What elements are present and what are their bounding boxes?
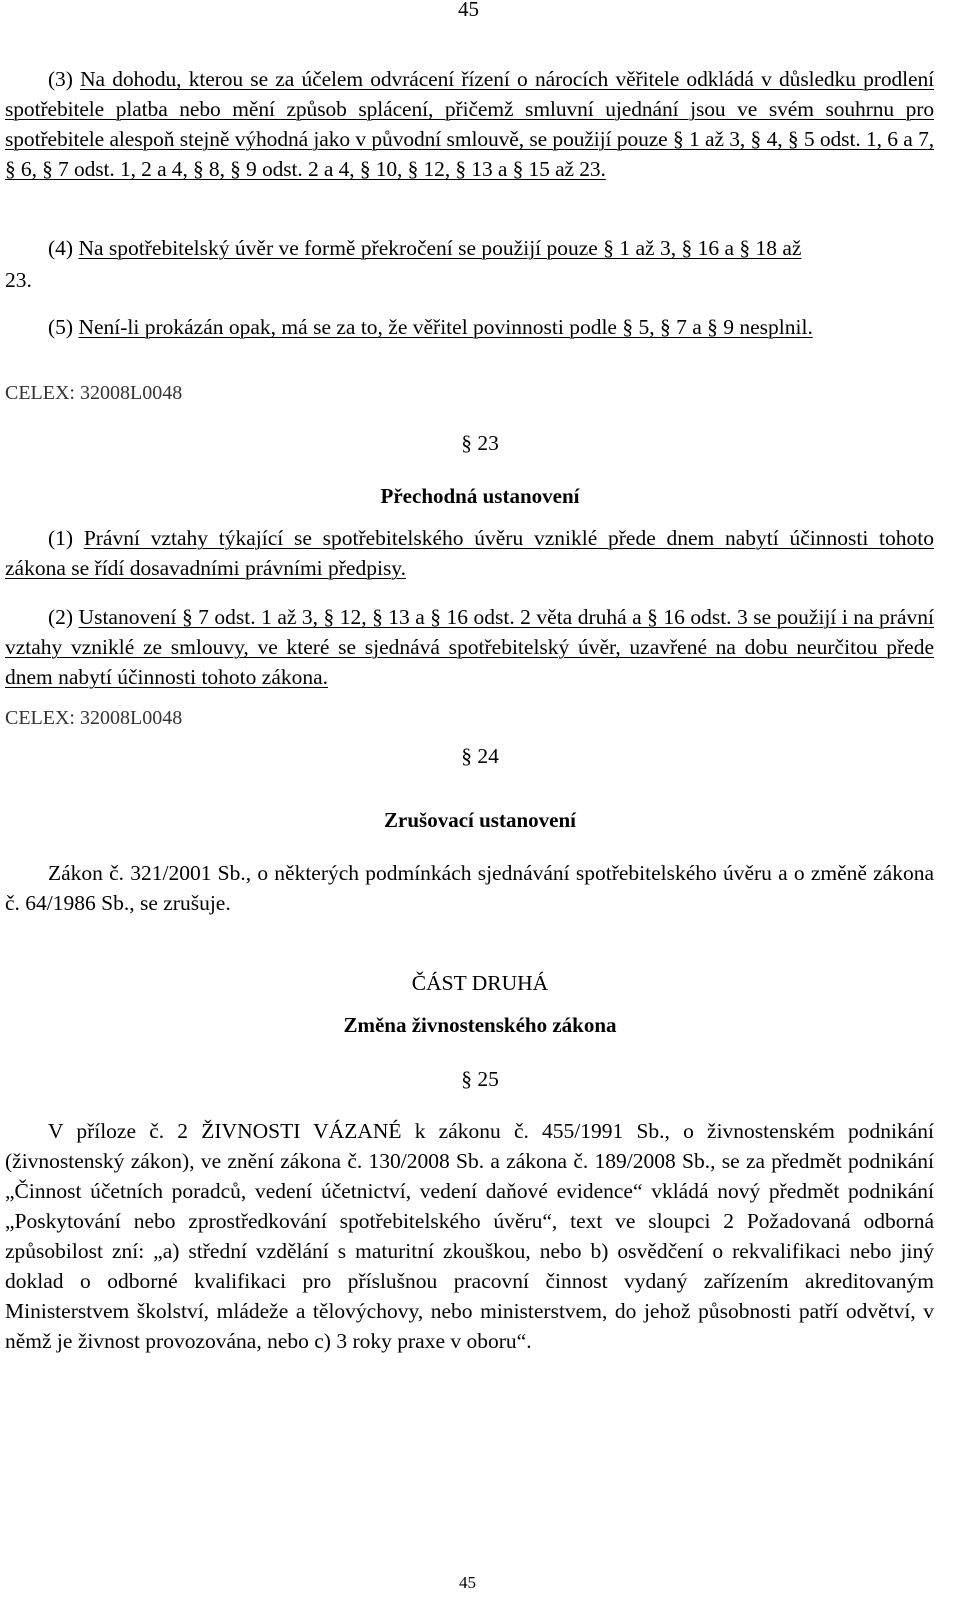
paragraph-number: (3) <box>48 67 81 91</box>
celex-reference: CELEX: 32008L0048 <box>5 707 183 729</box>
section-23-title: Přechodná ustanovení <box>380 484 580 508</box>
section-24-number: § 24 <box>461 744 499 768</box>
paragraph-text: Na spotřebitelský úvěr ve formě překročení se použijí pouze § 1 až 3, § 16 a § 18 až <box>78 236 802 260</box>
paragraph-5 <box>5 312 934 342</box>
paragraph-number: (2) <box>48 605 79 629</box>
section-24-text: Zákon č. 321/2001 Sb., o některých podmínkách sjednávání spotřebitelského úvěru a o změně zákona č. 64/1986 Sb., se zrušuje. <box>5 861 934 915</box>
paragraph-3 <box>5 64 934 184</box>
paragraph-4 <box>5 233 934 263</box>
section-25-number: § 25 <box>461 1067 499 1091</box>
section-23-number: § 23 <box>461 431 499 455</box>
paragraph-text: Není-li prokázán opak, má se za to, že věřitel povinnosti podle § 5, § 7 a § 9 nesplnil. <box>78 315 813 339</box>
paragraph-number: (5) <box>48 315 79 339</box>
paragraph-text: Na dohodu, kterou se za účelem odvrácení řízení o nárocích věřitele odkládá v důsledku prodlení spotřebitele platba nebo mění způsob splácení, přičemž smluvní ujednání jsou ve svém souhrnu pro spotřebitele alespoň stejně výhodná jako v původní smlouvě, se použijí pouze § 1 až 3, § 4, § 5 odst. 1, 6 a 7, § 6, § 7 odst. 1, 2 a 4, § 8, § 9 odst. 2 a 4, § 10, § 12, § 13 a § 15 až 23. <box>5 67 934 181</box>
part-label: ČÁST DRUHÁ <box>411 971 549 995</box>
celex-reference: CELEX: 32008L0048 <box>5 382 183 404</box>
part-title: Změna živnostenského zákona <box>343 1013 617 1037</box>
paragraph-number: (4) <box>48 236 79 260</box>
section-25-text: V příloze č. 2 ŽIVNOSTI VÁZANÉ k zákonu č. 455/1991 Sb., o živnostenském podnikání (živnostenský zákon), ve znění zákona č. 130/2008 Sb. a zákona č. 189/2008 Sb., se za předmět podnikání „Činnost účetních poradců, vedení účetnictví, vedení daňové evidence“ vkládá nový předmět podnikání „Poskytování nebo zprostředkování spotřebitelského úvěru“, text ve sloupci 2 Požadovaná odborná způsobilost zní: „a) střední vzdělání s maturitní zkouškou, nebo b) osvědčení o rekvalifikaci nebo jiný doklad o odborné kvalifikaci pro příslušnou pracovní činnost vydaný zařízením akreditovaným Ministerstvem školství, mládeže a tělovýchovy, nebo ministerstvem, do jehož působnosti patří odvětví, v němž je živnost provozována, nebo c) 3 roky praxe v oboru“. <box>5 1119 934 1353</box>
page-number-top: 45 <box>458 0 479 21</box>
page-number-bottom: 45 <box>459 1573 476 1592</box>
section-24-title: Zrušovací ustanovení <box>384 808 576 832</box>
section-23-paragraph-2 <box>5 602 934 692</box>
paragraph-text: Ustanovení § 7 odst. 1 až 3, § 12, § 13 a § 16 odst. 2 věta druhá a § 16 odst. 3 se použijí i na právní vztahy vzniklé ze smlouvy, ve které se sjednává spotřebitelský úvěr, uzavřené na dobu neurčitou přede dnem nabytí účinnosti tohoto zákona. <box>5 605 934 689</box>
paragraph-number: (1) <box>48 526 84 550</box>
paragraph-text: Právní vztahy týkající se spotřebitelského úvěru vzniklé přede dnem nabytí účinnosti tohoto zákona se řídí dosavadními právními předpisy. <box>5 526 934 580</box>
paragraph-4-tail: 23. <box>5 268 32 292</box>
section-23-paragraph-1 <box>5 523 934 583</box>
